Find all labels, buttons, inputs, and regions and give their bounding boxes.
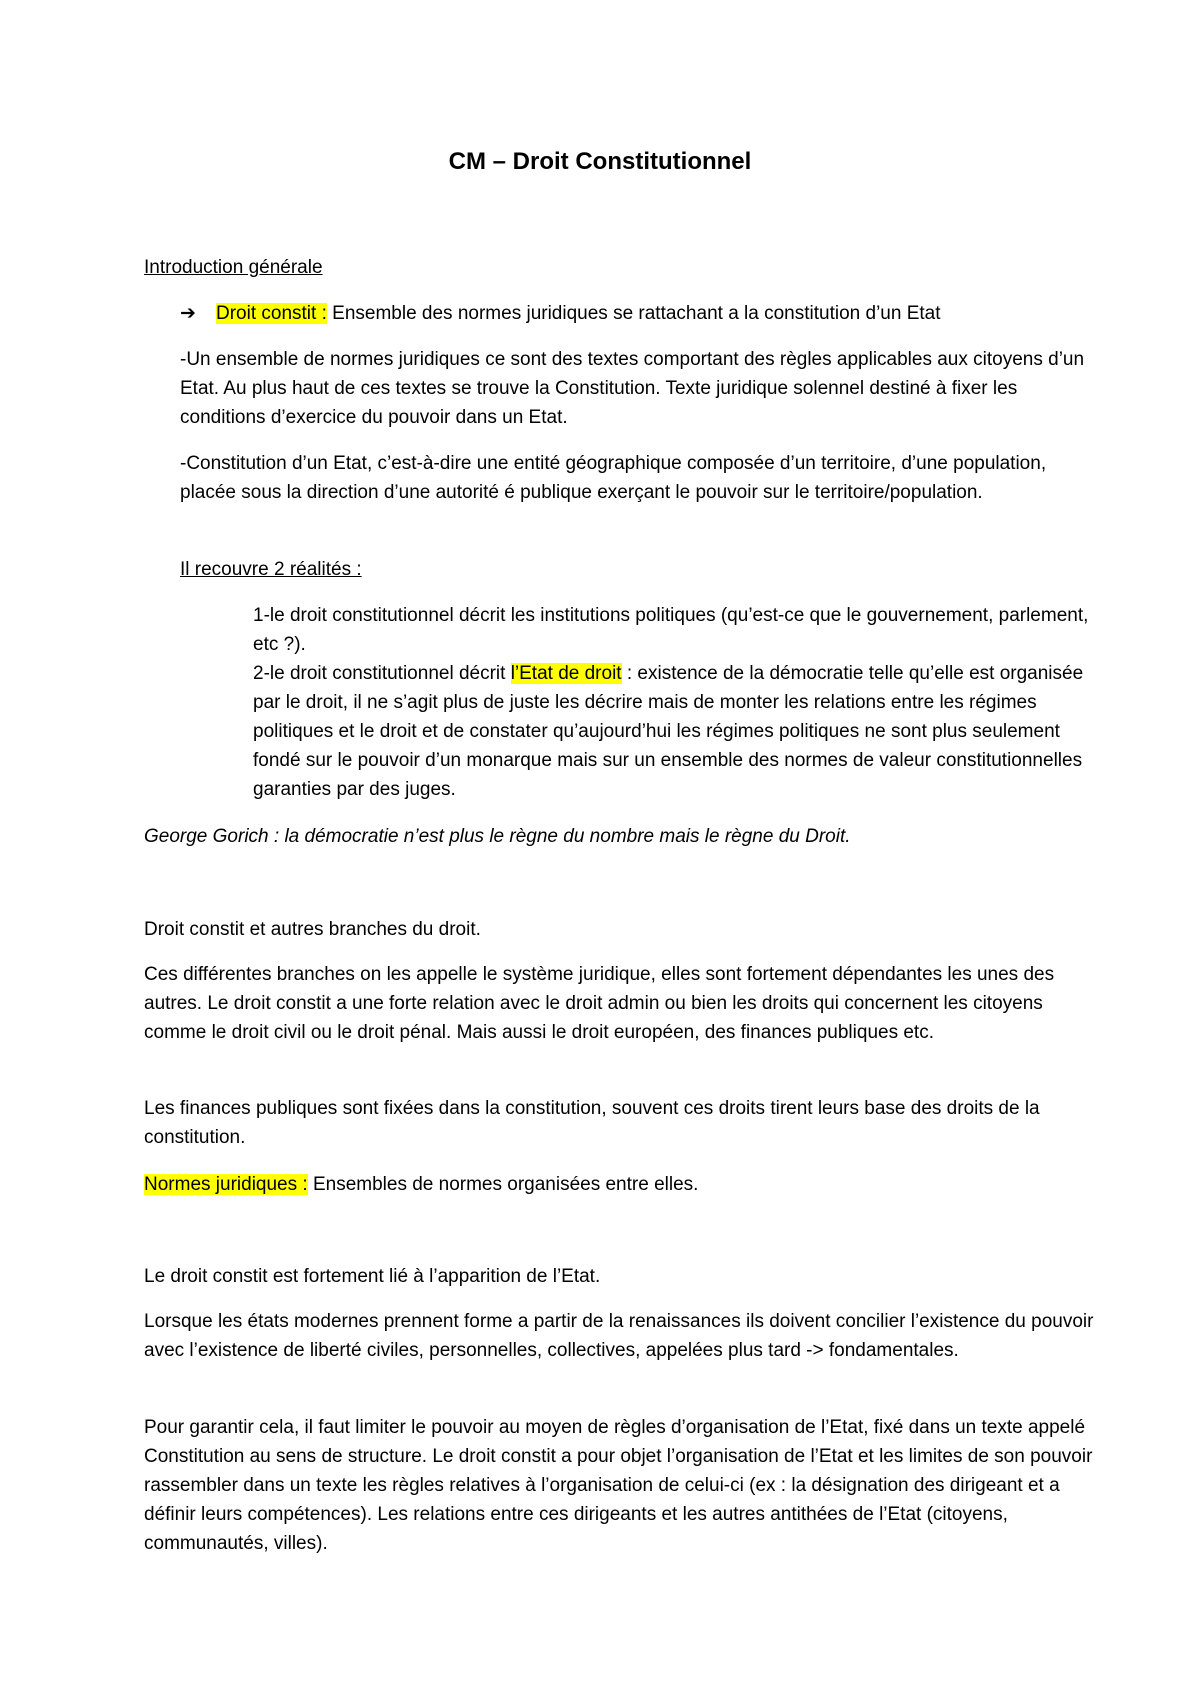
realite-item-1: 1-le droit constitutionnel décrit les institutions politiques (qu’est-ce que le gouvernement, parlement, etc ?). xyxy=(253,605,1089,655)
realite-2-rest: : existence de la démocratie telle qu’elle est organisée par le droit, il ne s’agit plus de juste les décrire mais de monter les relations entre les régimes politiques et le droit et de constater qu’aujourd’hui les régimes politiques ne sont plus seulement fondé sur le pouvoir d’un monarque mais sur un ensemble des normes de valeur constitutionnelles garanties par des juges. xyxy=(253,663,1084,800)
paragraph-finances: Les finances publiques sont fixées dans la constitution, souvent ces droits tirent leurs base des droits de la constitution. xyxy=(144,1098,1040,1148)
page-title: CM – Droit Constitutionnel xyxy=(448,148,752,175)
paragraph-constitution-etat: -Constitution d’un Etat, c’est-à-dire une entité géographique composée d’un territoire, d’une population, placée sous la direction d’une autorité é publique exerçant le pouvoir sur le territoire/population. xyxy=(180,453,1047,503)
paragraph-normes: -Un ensemble de normes juridiques ce sont des textes comportant des règles applicables aux citoyens d’un Etat. Au plus haut de ces textes se trouve la Constitution. Texte juridique solennel destiné à fixer les conditions d’exercice du pouvoir dans un Etat. xyxy=(180,349,1085,428)
definition-term: Droit constit : xyxy=(216,303,327,324)
definition-text: Ensembles de normes organisées entre elles. xyxy=(307,1174,699,1195)
definition-term: Normes juridiques : xyxy=(144,1174,308,1195)
realites-list xyxy=(253,601,1093,804)
intro-heading: Introduction générale xyxy=(144,257,323,278)
definition-text: Ensemble des normes juridiques se rattachant a la constitution d’un Etat xyxy=(326,303,941,324)
arrow-icon: ➔ xyxy=(180,303,196,324)
definition-droit-constit xyxy=(180,299,1080,328)
realite-2-prefix: 2-le droit constitutionnel décrit xyxy=(253,663,511,684)
realite-2-term: l’Etat de droit xyxy=(510,663,622,684)
paragraph-etats-modernes: Lorsque les états modernes prennent forme a partir de la renaissances ils doivent concilier l’existence du pouvoir avec l’existence de liberté civiles, personnelles, collectives, appelées plus tard -> fondamentales. xyxy=(144,1311,1094,1361)
etat-heading: Le droit constit est fortement lié à l’apparition de l’Etat. xyxy=(144,1266,601,1287)
realite-item-2 xyxy=(253,659,1093,804)
paragraph-branches: Ces différentes branches on les appelle le système juridique, elles sont fortement dépendantes les unes des autres. Le droit constit a une forte relation avec le droit admin ou bien les droits qui concernent les citoyens comme le droit civil ou le droit pénal. Mais aussi le droit européen, des finances publiques etc. xyxy=(144,964,1055,1043)
realites-heading: Il recouvre 2 réalités : xyxy=(180,559,362,580)
quote-gorich: George Gorich : la démocratie n’est plus le règne du nombre mais le règne du Droit. xyxy=(144,826,851,847)
definition-normes-juridiques xyxy=(144,1170,1094,1199)
paragraph-garantir: Pour garantir cela, il faut limiter le pouvoir au moyen de règles d’organisation de l’Etat, fixé dans un texte appelé Constitution au sens de structure. Le droit constit a pour objet l’organisation de l’Etat et les limites de son pouvoir rassembler dans un texte les règles relatives à l’organisation de celui-ci (ex : la désignation des dirigeant et a définir leurs compétences). Les relations entre ces dirigeants et les autres antithées de l’Etat (citoyens, communautés, villes). xyxy=(144,1417,1093,1554)
branches-heading: Droit constit et autres branches du droit. xyxy=(144,919,481,940)
